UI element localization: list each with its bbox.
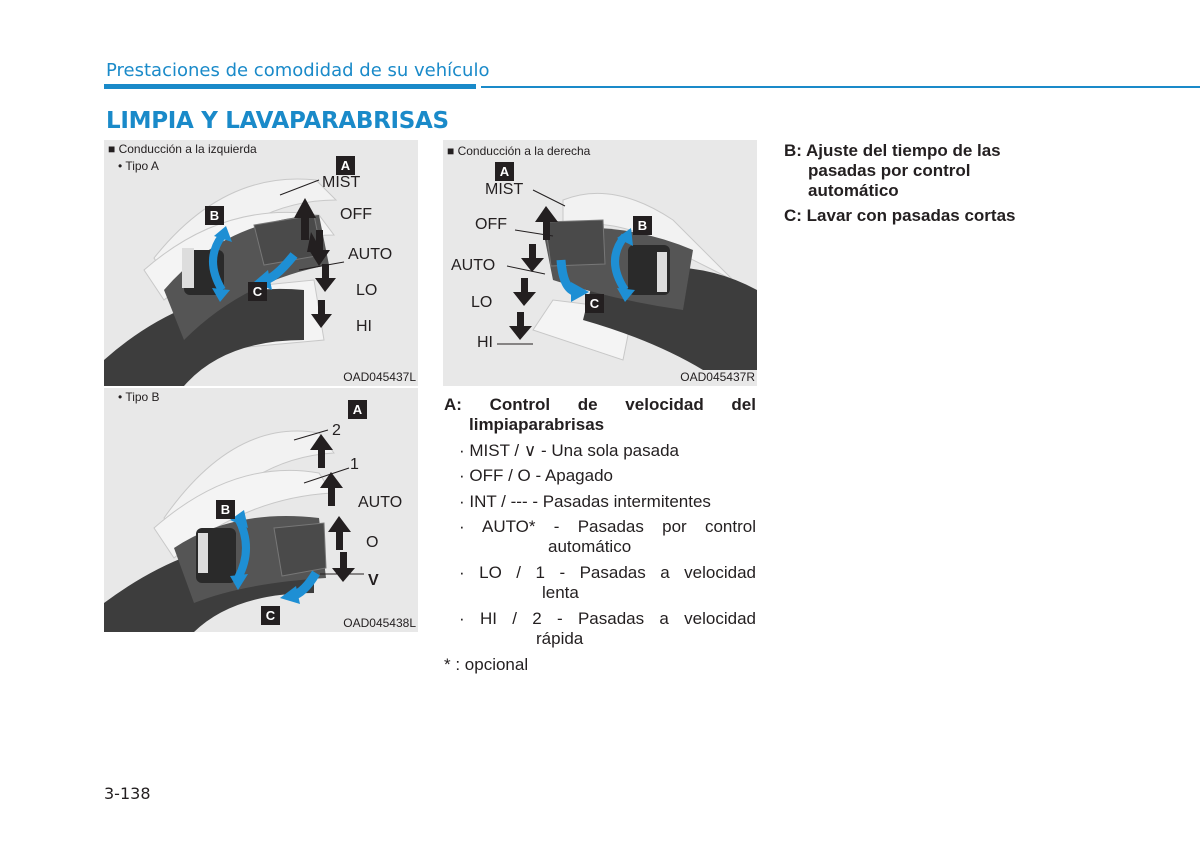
definition-b-title-cont-1: pasadas por control	[808, 161, 971, 180]
footnote: * : opcional	[444, 655, 529, 674]
figure-right	[443, 140, 757, 386]
header-rule-thick	[104, 84, 476, 89]
tag-c: C	[248, 282, 267, 301]
label-mist: MIST	[485, 181, 524, 198]
tag-a: A	[495, 162, 514, 181]
tag-b: B	[205, 206, 224, 225]
tag-c: C	[261, 606, 280, 625]
figure-code: OAD045437L	[343, 370, 416, 384]
definition-item-off: · OFF / O - Apagado	[459, 466, 614, 485]
tag-a: A	[336, 156, 355, 175]
label-1: 1	[350, 456, 359, 473]
page-number: 3-138	[104, 784, 151, 803]
label-o: O	[366, 534, 379, 551]
figure-left-type-a	[104, 140, 418, 386]
figure-code: OAD045438L	[343, 616, 416, 630]
figure-subcaption-type-a: • Tipo A	[118, 159, 159, 173]
section-header: Prestaciones de comodidad de su vehículo	[106, 60, 490, 81]
label-auto: AUTO	[358, 494, 403, 511]
label-auto: AUTO	[348, 246, 393, 263]
figure-caption-left: ■ Conducción a la izquierda	[108, 142, 257, 156]
tag-b: B	[216, 500, 235, 519]
definition-b-title: B: Ajuste del tiempo de las	[784, 141, 1001, 160]
figure-left-type-b	[104, 388, 418, 632]
label-auto: AUTO	[451, 257, 496, 274]
label-lo: LO	[471, 294, 493, 311]
label-hi: HI	[356, 318, 372, 335]
label-off: OFF	[340, 206, 372, 223]
label-v: V	[368, 572, 379, 589]
label-mist: MIST	[322, 174, 361, 191]
header-rule-thin	[481, 86, 1200, 88]
definition-b-title-cont-2: automático	[808, 181, 899, 200]
label-hi: HI	[477, 334, 493, 351]
definition-item-int: · INT / --- - Pasadas intermitentes	[459, 492, 711, 511]
definition-item-lo: · LO / 1 - Pasadas a velocidad	[459, 563, 756, 582]
label-2: 2	[332, 422, 341, 439]
definition-a-title: A: Control de velocidad del	[444, 395, 756, 414]
figure-code: OAD045437R	[680, 370, 755, 384]
definition-item-auto: · AUTO* - Pasadas por control	[459, 517, 756, 536]
label-off: OFF	[475, 216, 507, 233]
definition-item-hi: · HI / 2 - Pasadas a velocidad	[459, 609, 756, 628]
figure-caption-right: ■ Conducción a la derecha	[447, 144, 591, 158]
definition-item-hi-cont: rápida	[536, 629, 584, 648]
definition-c-title: C: Lavar con pasadas cortas	[784, 206, 1016, 225]
page-title: LIMPIA Y LAVAPARABRISAS	[106, 108, 449, 134]
label-lo: LO	[356, 282, 378, 299]
definition-item-lo-cont: lenta	[542, 583, 579, 602]
tag-c: C	[585, 294, 604, 313]
tag-b: B	[633, 216, 652, 235]
definition-item-mist: · MIST / ∨ - Una sola pasada	[459, 441, 679, 460]
figure-subcaption-type-b: • Tipo B	[118, 390, 160, 404]
tag-a: A	[348, 400, 367, 419]
definition-item-auto-cont: automático	[548, 537, 632, 556]
definition-a-title-cont: limpiaparabrisas	[469, 415, 605, 434]
